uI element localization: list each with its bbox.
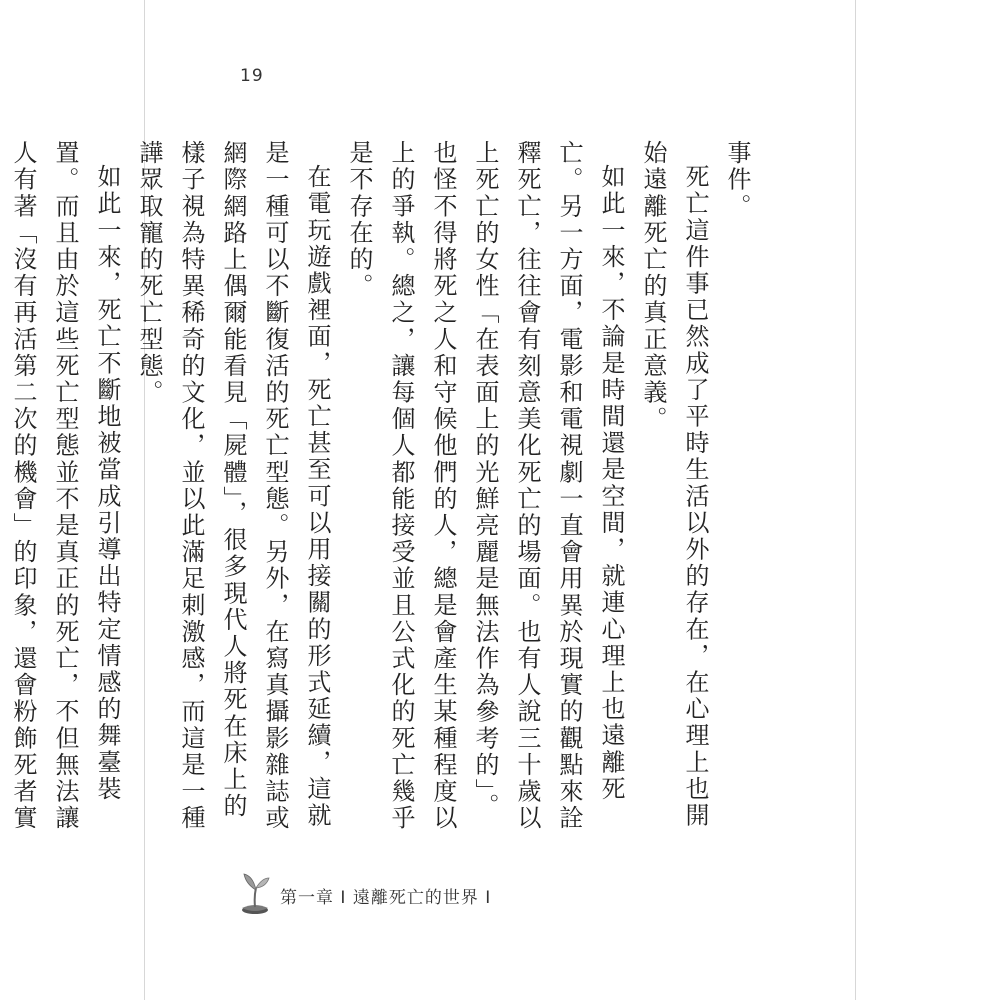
page-number: 19: [240, 66, 264, 86]
chapter-title: 第一章 I 遠離死亡的世界 I: [280, 888, 492, 908]
sprout-icon: [236, 866, 274, 916]
paragraph-5: 如此一來，死亡不斷地被當成引導出特定情感的舞臺裝置。而且由於這些死亡型態並不是真正的死亡，不但無法讓人有著「沒有再活第二次的機會」的印象，還會粉飾死者實: [9, 140, 121, 832]
body-text: [0, 140, 758, 840]
paragraph-1: 事件。: [723, 140, 751, 220]
page-footer: [236, 866, 491, 916]
paragraph-3: 如此一來，不論是時間還是空間，就連心理上也遠離死亡。另一方面，電影和電視劇一直會用異於現實的觀點來詮釋死亡，往往會有刻意美化死亡的場面。也有人說三十歲以上死亡的女性「在表面上的光鮮亮麗是無法作為參考的」。也怪不得將死之人和守候他們的人，總是會產生某種程度以上的爭執。總之，讓每個人都能接受並且公式化的死亡幾乎是不存在的。: [345, 140, 625, 832]
paragraph-2: 死亡這件事已然成了平時生活以外的存在，在心理上也開始遠離死亡的真正意義。: [639, 140, 709, 829]
paragraph-4: 在電玩遊戲裡面，死亡甚至可以用接關的形式延續，這就是一種可以不斷復活的死亡型態。另外，在寫真攝影雜誌或網際網路上偶爾能看見「屍體」，很多現代人將死在床上的樣子視為特異稀奇的文化，並以此滿足刺激感，而這是一種譁眾取寵的死亡型態。: [135, 140, 331, 832]
